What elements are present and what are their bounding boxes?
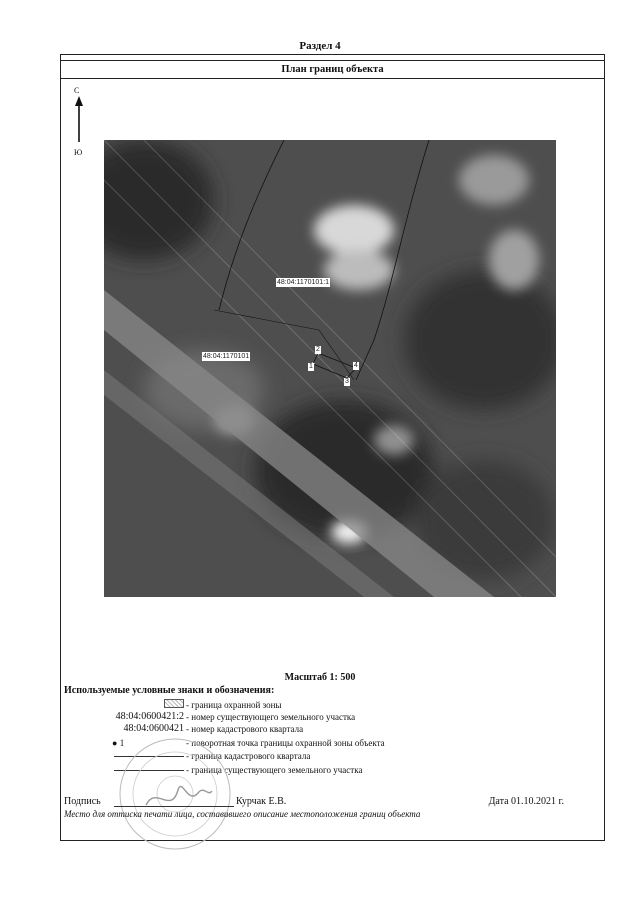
point-dot-icon: ● [112, 738, 118, 748]
point-label[interactable]: 2 [316, 346, 320, 353]
map-scale: Масштаб 1: 500 [284, 672, 356, 683]
seal-stamp [116, 735, 234, 853]
stamp-note: Место для оттиска печати лица, составившего описание местоположения границ объекта [64, 809, 421, 819]
north-letter: С [74, 86, 80, 95]
legend-description: - номер существующего земельного участка [186, 712, 356, 722]
legend-description: - граница охранной зоны [186, 700, 282, 710]
parcel-label-2[interactable]: 48:04:1170101 [203, 353, 250, 360]
plan-title: План границ объекта [61, 60, 604, 79]
protection-zone-swatch [164, 699, 184, 708]
legend-description: - поворотная точка границы охранной зоны объекта [186, 738, 385, 748]
point-number: 1 [119, 738, 125, 748]
aerial-map[interactable] [104, 140, 556, 597]
legend-title: Используемые условные знаки и обозначения: [64, 685, 275, 696]
signature-line [114, 806, 234, 807]
section-title: Раздел 4 [299, 40, 341, 52]
south-letter: Ю [74, 148, 83, 157]
point-label[interactable]: 4 [354, 362, 358, 369]
legend-description: - граница кадастрового квартала [186, 751, 311, 761]
north-arrow-icon [74, 96, 84, 144]
legend-symbol [64, 699, 184, 711]
legend-description: - номер кадастрового квартала [186, 724, 304, 734]
signatory-name: Курчак Е.В. [236, 796, 287, 807]
legend-symbol: 48:04:0600421:2 [115, 711, 184, 722]
signature-label: Подпись [64, 796, 101, 807]
point-label[interactable]: 1 [309, 363, 313, 370]
document-date: Дата 01.10.2021 г. [488, 796, 564, 807]
legend-row [64, 699, 584, 711]
aerial-photo [104, 140, 556, 597]
parcel-label-1[interactable]: 48:04:1170101:1 [277, 279, 330, 286]
legend-row [64, 711, 584, 723]
north-arrow [70, 86, 90, 166]
legend-row [64, 723, 584, 735]
legend-description: - граница существующего земельного участка [186, 765, 363, 775]
point-label[interactable]: 3 [345, 378, 349, 385]
legend-symbol: 48:04:0600421 [123, 723, 184, 734]
